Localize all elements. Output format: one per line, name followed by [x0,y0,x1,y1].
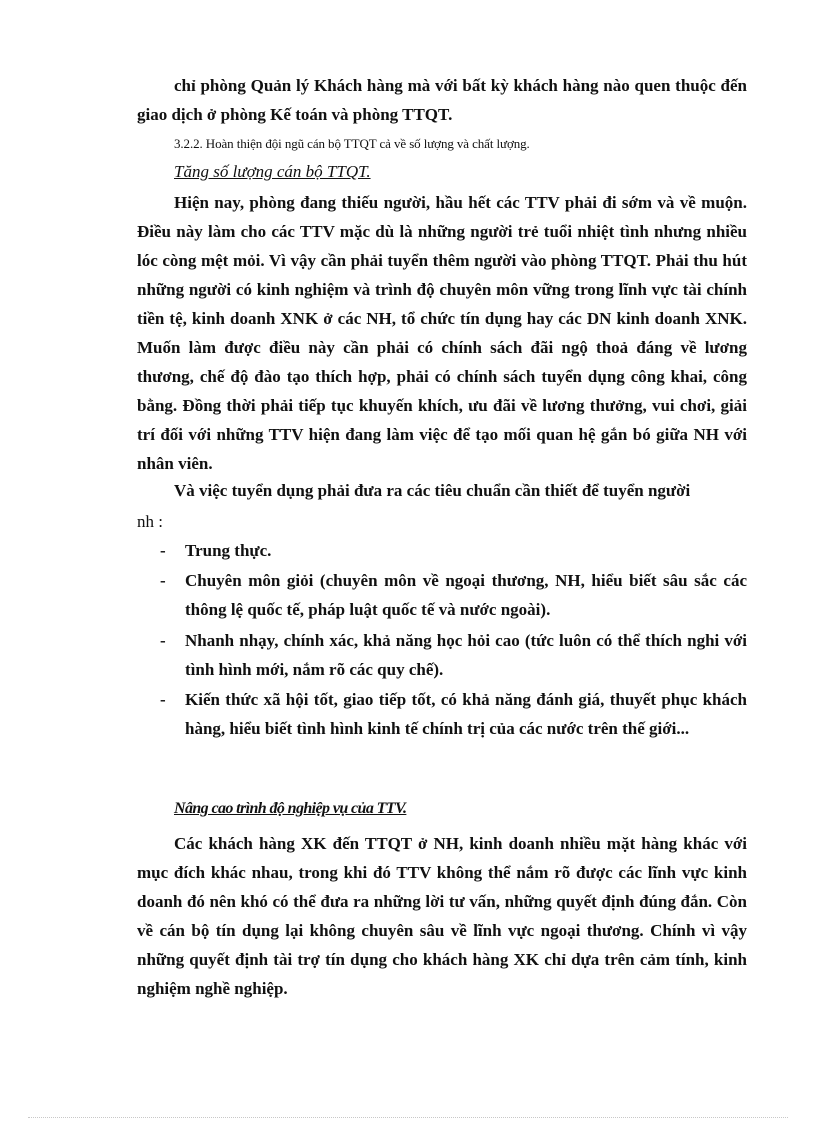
subheading-improve-skills: Nâng cao trình độ nghiệp vụ của TTV. [174,800,407,817]
list-dash: - [160,541,166,560]
list-dash: - [160,690,166,709]
footer-divider [28,1117,788,1118]
list-item-text: Kiến thức xã hội tốt, giao tiếp tốt, có khả năng đánh giá, thuyết phục khách hàng, hiểu biết tình hình kinh tế chính trị của các nước trên thế giới... [185,690,747,738]
list-dash: - [160,631,166,650]
paragraph-tail: nh : [137,512,163,531]
list-dash: - [160,571,166,590]
subheading-increase-staff: Tăng số lượng cán bộ TTQT. [174,162,371,181]
paragraph-recruitment-criteria: Và việc tuyển dụng phải đưa ra các tiêu chuẩn cần thiết để tuyển người [174,481,691,500]
section-heading: 3.2.2. Hoàn thiện đội ngũ cán bộ TTQT cả về số lượng và chất lượng. [174,136,530,151]
paragraph-customer-advice: Các khách hàng XK đến TTQT ở NH, kinh doanh nhiều mặt hàng khác với mục đích khác nhau, trong khi đó TTV không thể nắm rõ được các lĩnh vực kinh doanh đó nên khó có thể đưa ra những lời tư vấn, những quyết định đúng đắn. Còn về cán bộ tín dụng lại không chuyên sâu về lĩnh vực ngoại thương. Chính vì vậy những quyết định tài trợ tín dụng cho khách hàng XK chỉ dựa trên cảm tính, kinh nghiệm nghề nghiệp. [137,834,747,998]
list-item-text: Chuyên môn giỏi (chuyên môn về ngoại thương, NH, hiểu biết sâu sắc các thông lệ quốc tế, pháp luật quốc tế và nước ngoài). [185,571,747,619]
paragraph-staff-shortage: Hiện nay, phòng đang thiếu người, hầu hết các TTV phải đi sớm và về muộn. Điều này làm cho các TTV mặc dù là những người trẻ tuổi nhiệt tình nhưng nhiều lóc còng mệt mỏi. Vì vậy cần phải tuyển thêm người vào phòng TTQT. Phải thu hút những người có kinh nghiệm và trình độ chuyên môn vững trong lĩnh vực tài chính tiền tệ, kinh doanh XNK ở các NH, tổ chức tín dụng hay các DN kinh doanh XNK. Muốn làm được điều này cần phải có chính sách đãi ngộ thoả đáng về lương thương, chế độ đào tạo thích hợp, phải có chính sách tuyển dụng công khai, công bằng. Đồng thời phải tiếp tục khuyến khích, ưu đãi về lương thưởng, vui chơi, giải trí đối với những TTV hiện đang làm việc để tạo mối quan hệ gắn bó giữa NH với nhân viên. [137,193,747,473]
list-item-text: Nhanh nhạy, chính xác, khả năng học hỏi cao (tức luôn có thể thích nghi với tình hình mới, nắm rõ các quy chế). [185,631,747,679]
list-item-text: Trung thực. [185,541,272,560]
continuation-paragraph: chỉ phòng Quản lý Khách hàng mà với bất kỳ khách hàng nào quen thuộc đến giao dịch ở phòng Kế toán và phòng TTQT. [137,76,747,124]
